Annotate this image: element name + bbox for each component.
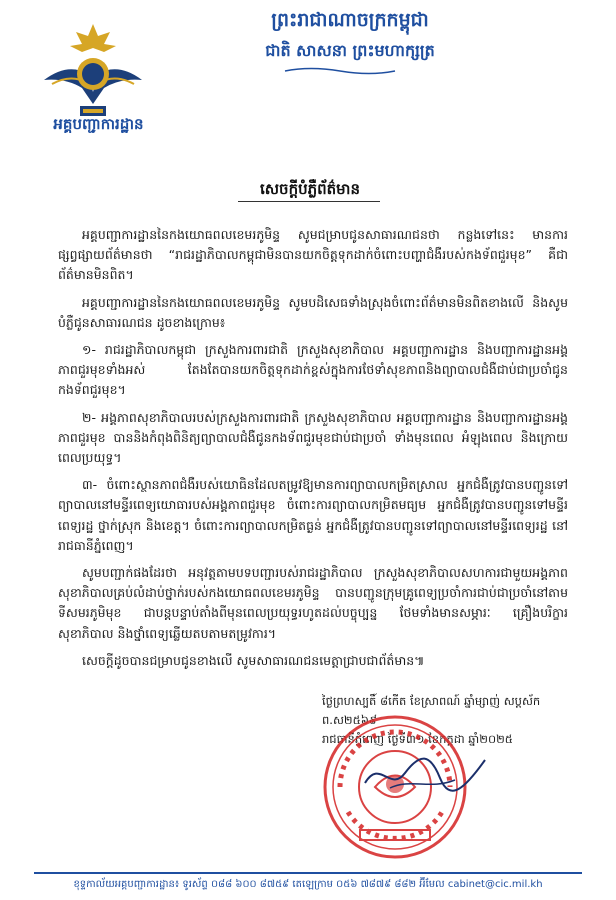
solar-date-line: រាជធានីភ្នំពេញ ថ្ងៃទី៣១ ខែកក្កដា ឆ្នាំ២០២៥	[322, 732, 513, 746]
national-motto: ជាតិ សាសនា ព្រះមហាក្សត្រ	[265, 41, 435, 60]
document-title: សេចក្តីបំភ្លឺព័ត៌មាន	[260, 180, 360, 198]
footer-divider	[34, 872, 582, 874]
lunar-date-line: ថ្ងៃព្រហស្បតិ៍ ៨កើត ខែស្រាពណ៍ ឆ្នាំម្សាញ់ សប្តស័ក ព.ស២៥៦៩	[322, 694, 541, 727]
paragraph: ១- រាជរដ្ឋាភិបាលកម្ពុជា ក្រសួងការពារជាតិ ក្រសួងសុខាភិបាល អគ្គបញ្ជាការដ្ឋាន និងបញ្ជាការដ្ឋានអង្គភាពជួរមុខទាំងអស់ តែងតែបានយកចិត្តទុកដាក់ខ្ពស់ក្នុងការថែទាំសុខភាពនិងព្យាបាលជំងឺជាប់ជាប្រចាំជូនកងទ័ពជួរមុខ។	[58, 342, 568, 398]
paragraph: អគ្គបញ្ជាការដ្ឋាននៃកងយោធពលខេមរភូមិន្ទ សូមបដិសេធទាំងស្រុងចំពោះព័ត៌មានមិនពិតខាងលើ និងសូមបំភ្លឺជូនសាធារណជន ដូចខាងក្រោម៖	[58, 294, 568, 330]
document-body	[58, 225, 568, 678]
ornament-divider-icon	[280, 66, 400, 76]
signature-icon	[360, 748, 490, 798]
paragraph: ២- អង្គភាពសុខាភិបាលរបស់ក្រសួងការពារជាតិ ក្រសួងសុខាភិបាល អគ្គបញ្ជាការដ្ឋាន និងបញ្ជាការដ្ឋានអង្គភាពជួរមុខ បាននិងកំពុងពិនិត្យព្យាបាលជំងឺជូនកងទ័ពជួរមុខជាប់ជាប្រចាំ ទាំងមុនពេល អំឡុងពេល និងក្រោយពេលប្រយុទ្ធ។	[58, 409, 568, 466]
title-underline	[238, 201, 380, 202]
footer-contact: ខុទ្ទកាល័យអគ្គបញ្ជាការដ្ឋាន៖ ទូរស័ព្ទ ០៨៨ ៦០០ ៨៧៥៩ តេឡេក្រាម ០៥៦ ៧៨៧៩ ៨៨២ អ៊ីមែល cabinet@cic.mil.kh	[73, 879, 543, 890]
kingdom-heading: ព្រះរាជាណាចក្រកម្ពុជា	[271, 9, 429, 31]
paragraph: សូមបញ្ជាក់ផងដែរថា អនុវត្តតាមបទបញ្ជារបស់រាជរដ្ឋាភិបាល ក្រសួងសុខាភិបាលសហការជាមួយអង្គភាពសុខាភិបាលគ្រប់លំដាប់ថ្នាក់របស់កងយោធពលខេមរភូមិន្ទ បានបញ្ជូនក្រុមគ្រូពេទ្យប្រចាំការជាប់ជាប្រចាំនៅតាមទីសមរភូមិមុខ ជាបន្តបន្ទាប់តាំងពីមុនពេលប្រយុទ្ធរហូតដល់បច្ចុប្បន្ន ថែមទាំងមានសម្ភារៈ គ្រឿងបរិក្ខារសុខាភិបាល និងថ្នាំពេទ្យឆ្លើយតបតាមតម្រូវការ។	[58, 565, 568, 641]
paragraph: ៣- ចំពោះស្ថានភាពជំងឺរបស់យោធិនដែលតម្រូវឱ្យមានការព្យាបាលកម្រិតស្រាល អ្នកជំងឺត្រូវបានបញ្ជូនទៅព្យាបាលនៅមន្ទីរពេទ្យយោធារបស់អង្គភាពជួរមុខ ចំពោះការព្យាបាលកម្រិតមធ្យម អ្នកជំងឺត្រូវបានបញ្ជូនទៅមន្ទីរពេទ្យរដ្ឋ ថ្នាក់ស្រុក និងខេត្ត។ ចំពោះការព្យាបាលកម្រិតធ្ងន់ អ្នកជំងឺត្រូវបានបញ្ជូនទៅព្យាបាលនៅមន្ទីរពេទ្យរដ្ឋ នៅរាជធានីភ្នំពេញ។	[58, 477, 568, 553]
organization-name: អគ្គបញ្ជាការដ្ឋាន	[53, 115, 144, 133]
closing-paragraph: សេចក្តីដូចបានជម្រាបជូនខាងលើ សូមសាធារណជនមេត្តាជ្រាបជាព័ត៌មាន៕	[82, 652, 425, 668]
paragraph: អគ្គបញ្ជាការដ្ឋាននៃកងយោធពលខេមរភូមិន្ទ សូមជម្រាបជូនសាធារណជនថា កន្លងទៅនេះ មានការផ្សព្វផ្សាយព័ត៌មានថា “រាជរដ្ឋាភិបាលកម្ពុជាមិនបានយកចិត្តទុកដាក់ចំពោះបញ្ហាជំងឺរបស់កងទ័ពជួរមុខ” គឺជាព័ត៌មានមិនពិត។	[58, 227, 568, 283]
